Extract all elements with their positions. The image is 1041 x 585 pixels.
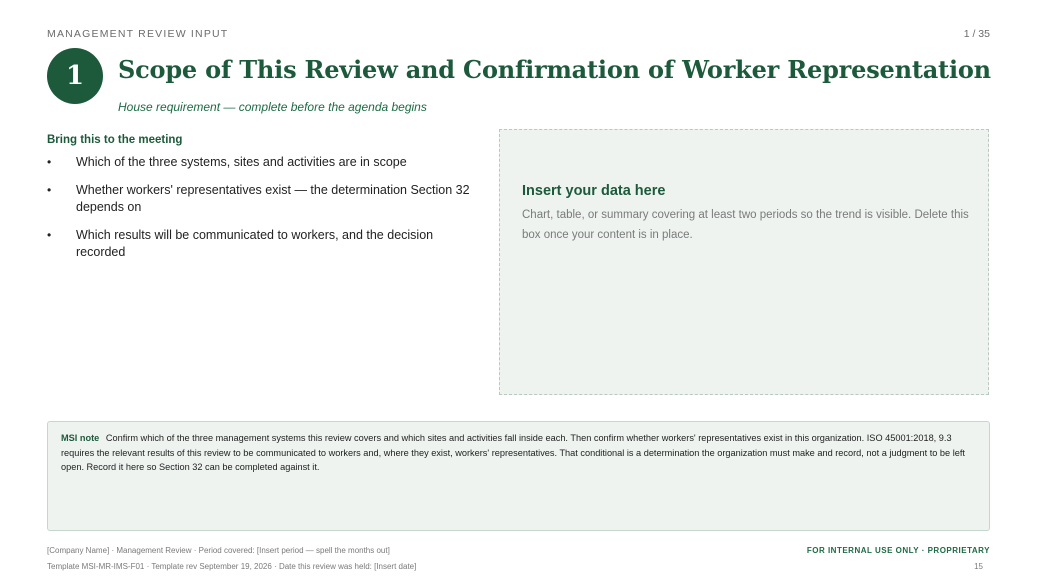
meeting-checklist-heading: Bring this to the meeting [47,134,183,146]
list-item-text: Which of the three systems, sites and activities are in scope [76,155,407,169]
data-placeholder-box[interactable] [499,129,989,395]
bullet-icon: • [47,155,52,169]
meeting-checklist [47,134,477,272]
meeting-bullet-list [47,154,477,261]
msi-note-label: MSI note [61,433,100,443]
slide-subtitle: House requirement — complete before the agenda begins [118,100,427,114]
section-number-badge: 1 [47,48,103,104]
data-placeholder-instructions: Chart, table, or summary covering at least two periods so the trend is visible. Delete this box once your content is in place. [522,209,969,241]
page-indicator: 1 / 35 [963,28,990,40]
msi-note-box [47,421,990,531]
list-item [47,182,477,216]
msi-note-text: Confirm which of the three management systems this review covers and which sites and activities fall inside each. Then confirm whether workers' representatives exist in this organization. ISO 45001:2018, 9.3 requires the relevant results of this review to be communicated to workers and, where they exist, workers' representatives. That conditional is a determination the organization must make and record, not a judgment to be left open. Record it here so Section 32 can be completed against it. [61,433,965,472]
list-item-text: Whether workers' representatives exist — the determination Section 32 depends on [76,183,470,214]
list-item-text: Which results will be communicated to workers, and the decision recorded [76,228,434,259]
data-placeholder-title: Insert your data here [522,183,666,199]
slide-title: Scope of This Review and Confirmation of Worker Representation [118,55,991,84]
bullet-icon: • [47,228,52,242]
list-item [47,227,477,261]
footer-company-line: [Company Name] · Management Review · Period covered: [Insert period — spell the months out] [47,546,390,555]
footer-classification: FOR INTERNAL USE ONLY · PROPRIETARY [806,546,990,555]
list-item [47,154,477,171]
bullet-icon: • [47,183,52,197]
footer-page-number: 15 [974,562,983,571]
slide-kicker: MANAGEMENT REVIEW INPUT [47,28,229,40]
footer-template-line: Template MSI-MR-IMS-F01 · Template rev September 19, 2026 · Date this review was held: [Insert date] [47,562,417,571]
